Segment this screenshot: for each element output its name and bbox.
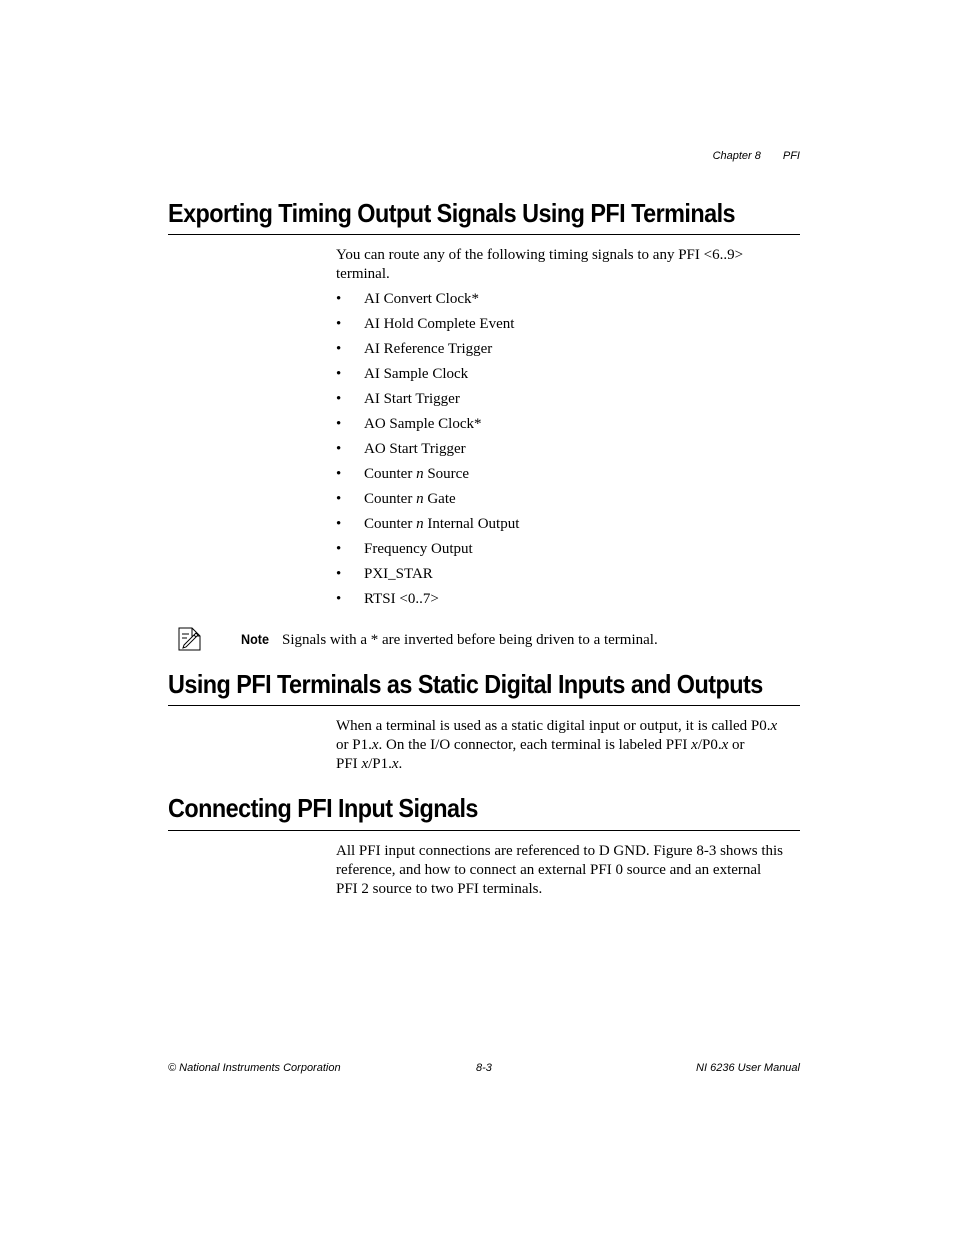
footer-copyright: © National Instruments Corporation (168, 1062, 341, 1074)
list-item (336, 390, 519, 415)
body-text: or P1. (336, 737, 372, 753)
header-section: PFI (782, 150, 800, 162)
list-item-text: AI Sample Clock (364, 366, 469, 382)
note-label: Note (241, 631, 270, 647)
section3-body (336, 842, 800, 899)
section-title-exporting-timing: Exporting Timing Output Signals Using PFI Terminals (168, 198, 736, 228)
body-italic: x (691, 737, 698, 753)
body-text: /P0. (697, 737, 722, 753)
list-item-italic: n (416, 516, 424, 532)
section-title-static-digital: Using PFI Terminals as Static Digital Inputs and Outputs (168, 669, 763, 699)
list-item (336, 340, 519, 365)
intro-line-1: You can route any of the following timing signals to any PFI <6..9> (336, 247, 744, 263)
list-item-text: Source (423, 466, 469, 482)
body-text: PFI (336, 756, 362, 772)
list-item-text: AO Sample Clock* (364, 416, 482, 432)
list-item-text: AI Reference Trigger (364, 341, 493, 357)
note-text: Signals with a * are inverted before being driven to a terminal. (282, 632, 658, 648)
list-item (336, 290, 519, 315)
list-item-text: AO Start Trigger (364, 441, 466, 457)
list-item (336, 315, 519, 340)
body-text: . (398, 756, 403, 772)
list-item (336, 565, 519, 590)
list-item-text: Counter (364, 516, 417, 532)
body-italic: x (391, 756, 399, 772)
list-item (336, 465, 519, 490)
list-item-text: Internal Output (423, 516, 520, 532)
list-item (336, 415, 519, 440)
list-item-italic: n (416, 466, 424, 482)
list-item (336, 365, 519, 390)
body-text: . On the I/O connector, each terminal is labeled PFI (378, 737, 692, 753)
body-text: reference, and how to connect an external PFI 0 source and an external (336, 862, 762, 878)
body-italic: x (361, 756, 369, 772)
list-item-text: Counter (364, 466, 417, 482)
body-text: /P1. (368, 756, 392, 772)
section1-intro (336, 246, 800, 284)
note-pencil-icon (176, 626, 204, 652)
list-item-text: Frequency Output (364, 541, 473, 557)
intro-line-2: terminal. (336, 266, 390, 282)
timing-signal-list (336, 290, 519, 615)
list-item (336, 590, 519, 615)
section-rule (168, 830, 800, 831)
section-title-connecting-pfi: Connecting PFI Input Signals (168, 793, 478, 823)
body-text: All PFI input connections are referenced to D GND. Figure 8-3 shows this (336, 843, 783, 859)
footer-page-number: 8-3 (476, 1062, 492, 1074)
list-item-text: AI Start Trigger (364, 391, 460, 407)
list-item (336, 440, 519, 465)
list-item-text: Gate (423, 491, 456, 507)
list-item (336, 490, 519, 515)
list-item-text: RTSI <0..7> (364, 591, 439, 607)
section2-body (336, 717, 800, 774)
footer-manual-title: NI 6236 User Manual (696, 1062, 800, 1074)
section-rule (168, 234, 800, 235)
body-italic: x (371, 737, 379, 753)
body-text: or (728, 737, 745, 753)
body-text: When a terminal is used as a static digital input or output, it is called P0. (336, 718, 771, 734)
list-item-text: AI Hold Complete Event (364, 316, 515, 332)
list-item-italic: n (416, 491, 424, 507)
list-item (336, 515, 519, 540)
body-text: PFI 2 source to two PFI terminals. (336, 881, 543, 897)
running-header (713, 150, 800, 162)
list-item-text: AI Convert Clock* (364, 291, 479, 307)
list-item-text: Counter (364, 491, 417, 507)
list-item-text: PXI_STAR (364, 566, 433, 582)
body-italic: x (770, 718, 778, 734)
section-rule (168, 705, 800, 706)
body-italic: x (721, 737, 729, 753)
list-item (336, 540, 519, 565)
header-chapter: Chapter 8 (712, 150, 761, 162)
